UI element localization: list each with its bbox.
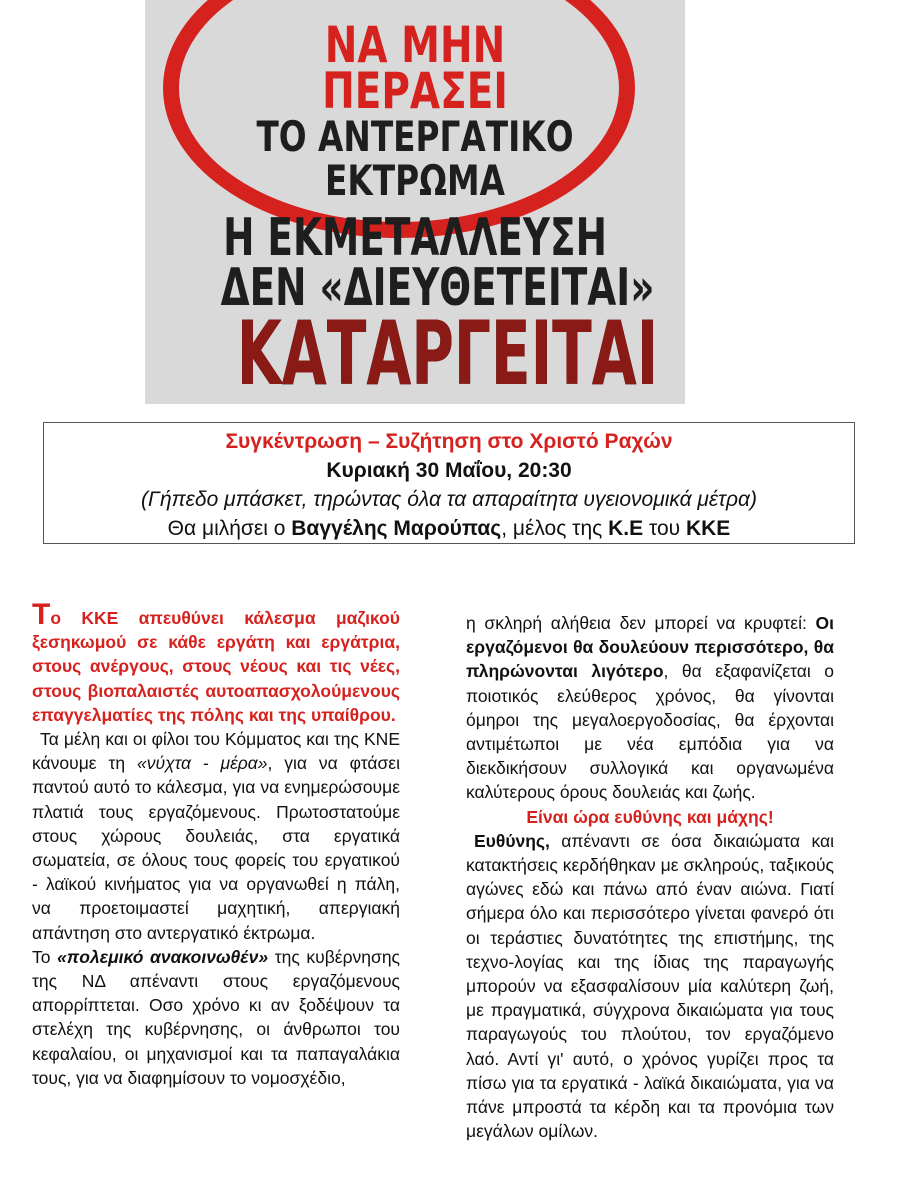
poster-line-2: ΠΕΡΑΣΕΙ xyxy=(322,62,508,120)
speaker-org2: ΚΚΕ xyxy=(685,517,731,540)
p3-bold-italic: «πολεμικό ανακοινωθέν» xyxy=(57,946,269,967)
poster-line-4: ΕΚΤΡΩΜΑ xyxy=(325,156,505,205)
event-speaker xyxy=(44,518,854,539)
p2-italic: «νύχτα - μέρα» xyxy=(136,753,268,774)
drop-cap: Τ xyxy=(32,598,51,631)
left-column xyxy=(32,598,400,1090)
speaker-pre: Θα μιλήσει ο xyxy=(167,517,292,540)
event-box xyxy=(43,422,855,544)
paragraph-members xyxy=(32,727,400,945)
p3-text-c: της κυβέρνησης της ΝΔ απέναντι στους εργαζόμενους απορρίπτεται. Οσο χρόνο κι αν ξοδέψουν τα στελέχη της κυβέρνησης, οι άνθρωποι του κεφαλαίου, οι μηχανισμοί και τα παπαγαλάκια τους, για να διαφημίσουν το νομοσχέδιο, xyxy=(32,946,400,1088)
lead-text: ο ΚΚΕ απευθύνει κάλεσμα μαζικού ξεσηκωμού σε κάθε εργάτη και εργάτρια, στους ανέργους, στους νέους και τις νέες, στους βιοπαλαιστές αυτοαπασχολούμενους επαγγελματίες της πόλης και της υπαίθρου. xyxy=(32,608,400,725)
speaker-mid: , μέλος της xyxy=(501,517,609,540)
p2-text-c: , για να φτάσει παντού αυτό το κάλεσμα, για να ενημερώσουμε πλατιά τους εργαζόμενους. Πρωτοστατούμε στους χώρους δουλειάς, στα εργατικά σωματεία, σε όλους τους φορείς του εργατικού - λαϊκού κινήματος για να οργανωθεί η πάλη, να προετοιμαστεί μαχητική, απεργιακή απάντηση στο αντεργατικό έκτρωμα. xyxy=(32,753,400,943)
right-column xyxy=(466,611,834,1143)
poster-line-3: ΤΟ ΑΝΤΕΡΓΑΤΙΚΟ xyxy=(256,112,574,161)
r-p1-text-c: , θα εξαφανίζεται ο ποιοτικός ελεύθερος χρόνος, θα γίνονται όμηροι της μεγαλοεργοδοσίας, θα έρχονται αντιμέτωποι με νέα εμπόδια για να διεκδικήσουν συλλογικά και οργανωμένα καλύτερους όρους δουλειάς και ζωής. xyxy=(466,661,835,803)
r-p2-bold: Ευθύνης, xyxy=(474,830,550,851)
r-p1-bold: Οι εργαζόμενοι θα δουλεύουν περισσότερο, θα πληρώνονται λιγότερο xyxy=(466,613,834,682)
p3-text-a: Το xyxy=(32,946,58,967)
p2-text-a: Τα μέλη και οι φίλοι του Κόμματος και της ΚΝΕ κάνουμε τη xyxy=(32,729,400,774)
lead-paragraph xyxy=(32,598,400,727)
r-p2-text: απέναντι σε όσα δικαιώματα και κατακτήσεις κερδήθηκαν με σκληρούς, ταξικούς αγώνες εδώ και πάνω από έναν αιώνα. Γιατί σήμερα όλο και περισσότερο γίνεται φανερό ότι οι τεράστιες δυνατότητες της επιστήμης, της τεχνο-λογίας και της ίδιας της παραγωγής μπορούν να εξασφαλίσουν μία καλύτερη ζωή, με πραγματικά, σύγχρονα δικαιώματα για τους παραγωγούς του πλούτου, τον εργαζόμενο λαό. Αντί γι' αυτό, ο χρόνος γυρίζει προς τα πίσω για τα εργατικά - λαϊκά δικαιώματα, για να πάνε μπροστά τα κέρδη και τα προνόμια των μεγάλων ομίλων. xyxy=(466,830,834,1142)
paragraph-truth xyxy=(466,611,834,805)
event-note: (Γήπεδο μπάσκετ, τηρώντας όλα τα απαραίτητα υγειονομικά μέτρα) xyxy=(140,488,758,511)
event-title: Συγκέντρωση – Συζήτηση στο Χριστό Ραχών xyxy=(225,430,673,453)
poster-line-7: ΚΑΤΑΡΓΕΙΤΑΙ xyxy=(236,302,659,404)
poster-line-5: Η ΕΚΜΕΤΑΛΛΕΥΣΗ xyxy=(223,208,607,268)
section-heading: Είναι ώρα ευθύνης και μάχης! xyxy=(526,806,774,827)
paragraph-responsibility xyxy=(466,829,834,1144)
event-datetime: Κυριακή 30 Μαΐου, 20:30 xyxy=(326,459,572,482)
speaker-org1: Κ.Ε xyxy=(608,517,644,540)
poster-line-1: ΝΑ ΜΗΝ xyxy=(324,16,506,74)
speaker-name: Βαγγέλης Μαρούπας xyxy=(291,517,502,540)
speaker-mid2: του xyxy=(643,517,686,540)
r-p1-text-a: η σκληρή αλήθεια δεν μπορεί να κρυφτεί: xyxy=(466,613,816,633)
poster-line-6: ΔΕΝ «ΔΙΕΥΘΕΤΕΙΤΑΙ» xyxy=(220,258,655,318)
poster-image xyxy=(145,0,685,404)
paragraph-announcement xyxy=(32,945,400,1090)
